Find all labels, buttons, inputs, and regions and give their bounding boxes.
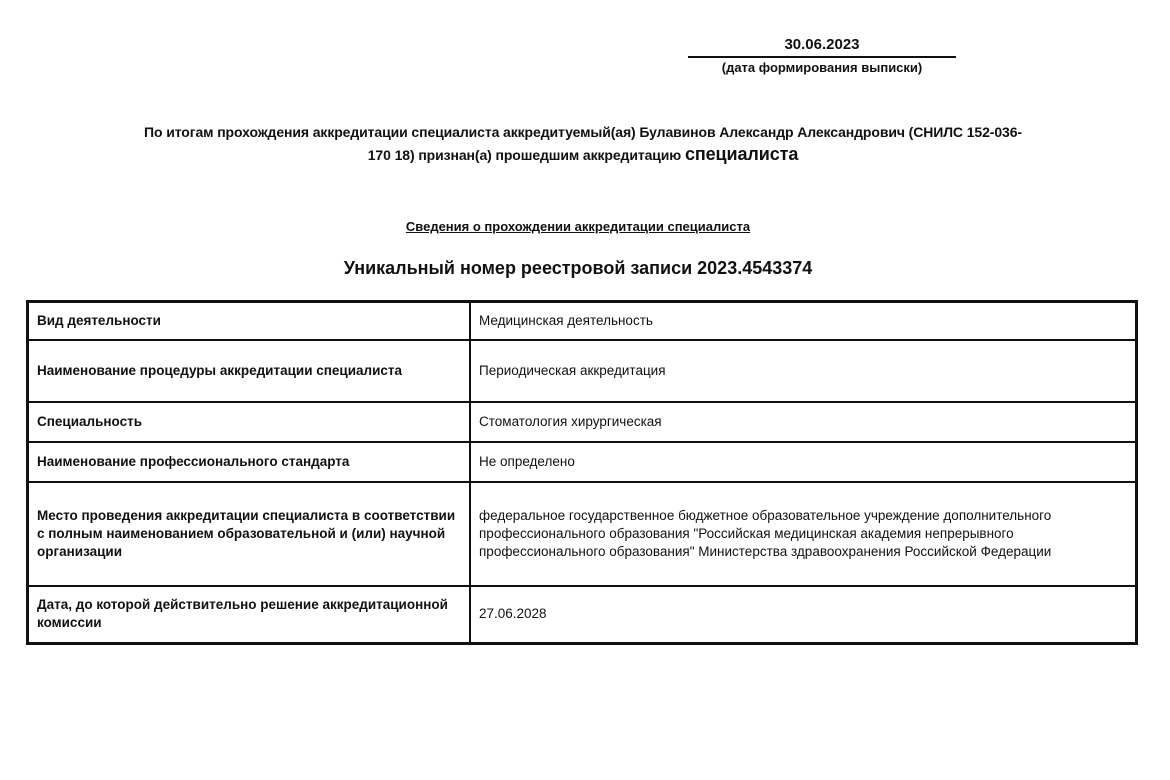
- table-row: [28, 302, 1137, 340]
- table-row: [28, 586, 1137, 644]
- row-value: Медицинская деятельность: [470, 302, 1137, 340]
- row-value: федеральное государственное бюджетное образовательное учреждение дополнительного профессионального образования "Российская медицинская академия непрерывного профессионального образования" Министерства здравоохранения Российской Федерации: [470, 482, 1137, 586]
- table-row: [28, 442, 1137, 482]
- statement-date-caption: (дата формирования выписки): [721, 60, 923, 75]
- section-title: Сведения о прохождении аккредитации специалиста: [405, 219, 751, 234]
- row-value: Не определено: [470, 442, 1137, 482]
- row-label: Наименование профессионального стандарта: [28, 442, 471, 482]
- registry-number: Уникальный номер реестровой записи 2023.4543374: [343, 258, 813, 278]
- table-row: [28, 340, 1137, 402]
- intro-line-1: По итогам прохождения аккредитации специалиста аккредитуемый(ая) Булавинов Александр Александрович (СНИЛС 152-036-: [144, 124, 1022, 140]
- accreditation-table: [26, 300, 1138, 645]
- intro-line-2: [28, 143, 1138, 166]
- row-value: 27.06.2028: [470, 586, 1137, 644]
- row-label: Дата, до которой действительно решение аккредитационной комиссии: [28, 586, 471, 644]
- intro-emphasis: специалиста: [684, 144, 799, 164]
- row-value: Стоматология хирургическая: [470, 402, 1137, 442]
- statement-date: 30.06.2023: [688, 36, 956, 58]
- row-label: Специальность: [28, 402, 471, 442]
- row-label: Место проведения аккредитации специалиста в соответствии с полным наименованием образовательной и (или) научной организации: [28, 482, 471, 586]
- table-row: [28, 402, 1137, 442]
- row-label: Наименование процедуры аккредитации специалиста: [28, 340, 471, 402]
- table-row: [28, 482, 1137, 586]
- row-value: Периодическая аккредитация: [470, 340, 1137, 402]
- row-label: Вид деятельности: [28, 302, 471, 340]
- intro-line-2-text: 170 18) признан(а) прошедшим аккредитацию: [367, 147, 685, 163]
- date-block: [688, 36, 956, 75]
- intro-paragraph: [28, 121, 1138, 166]
